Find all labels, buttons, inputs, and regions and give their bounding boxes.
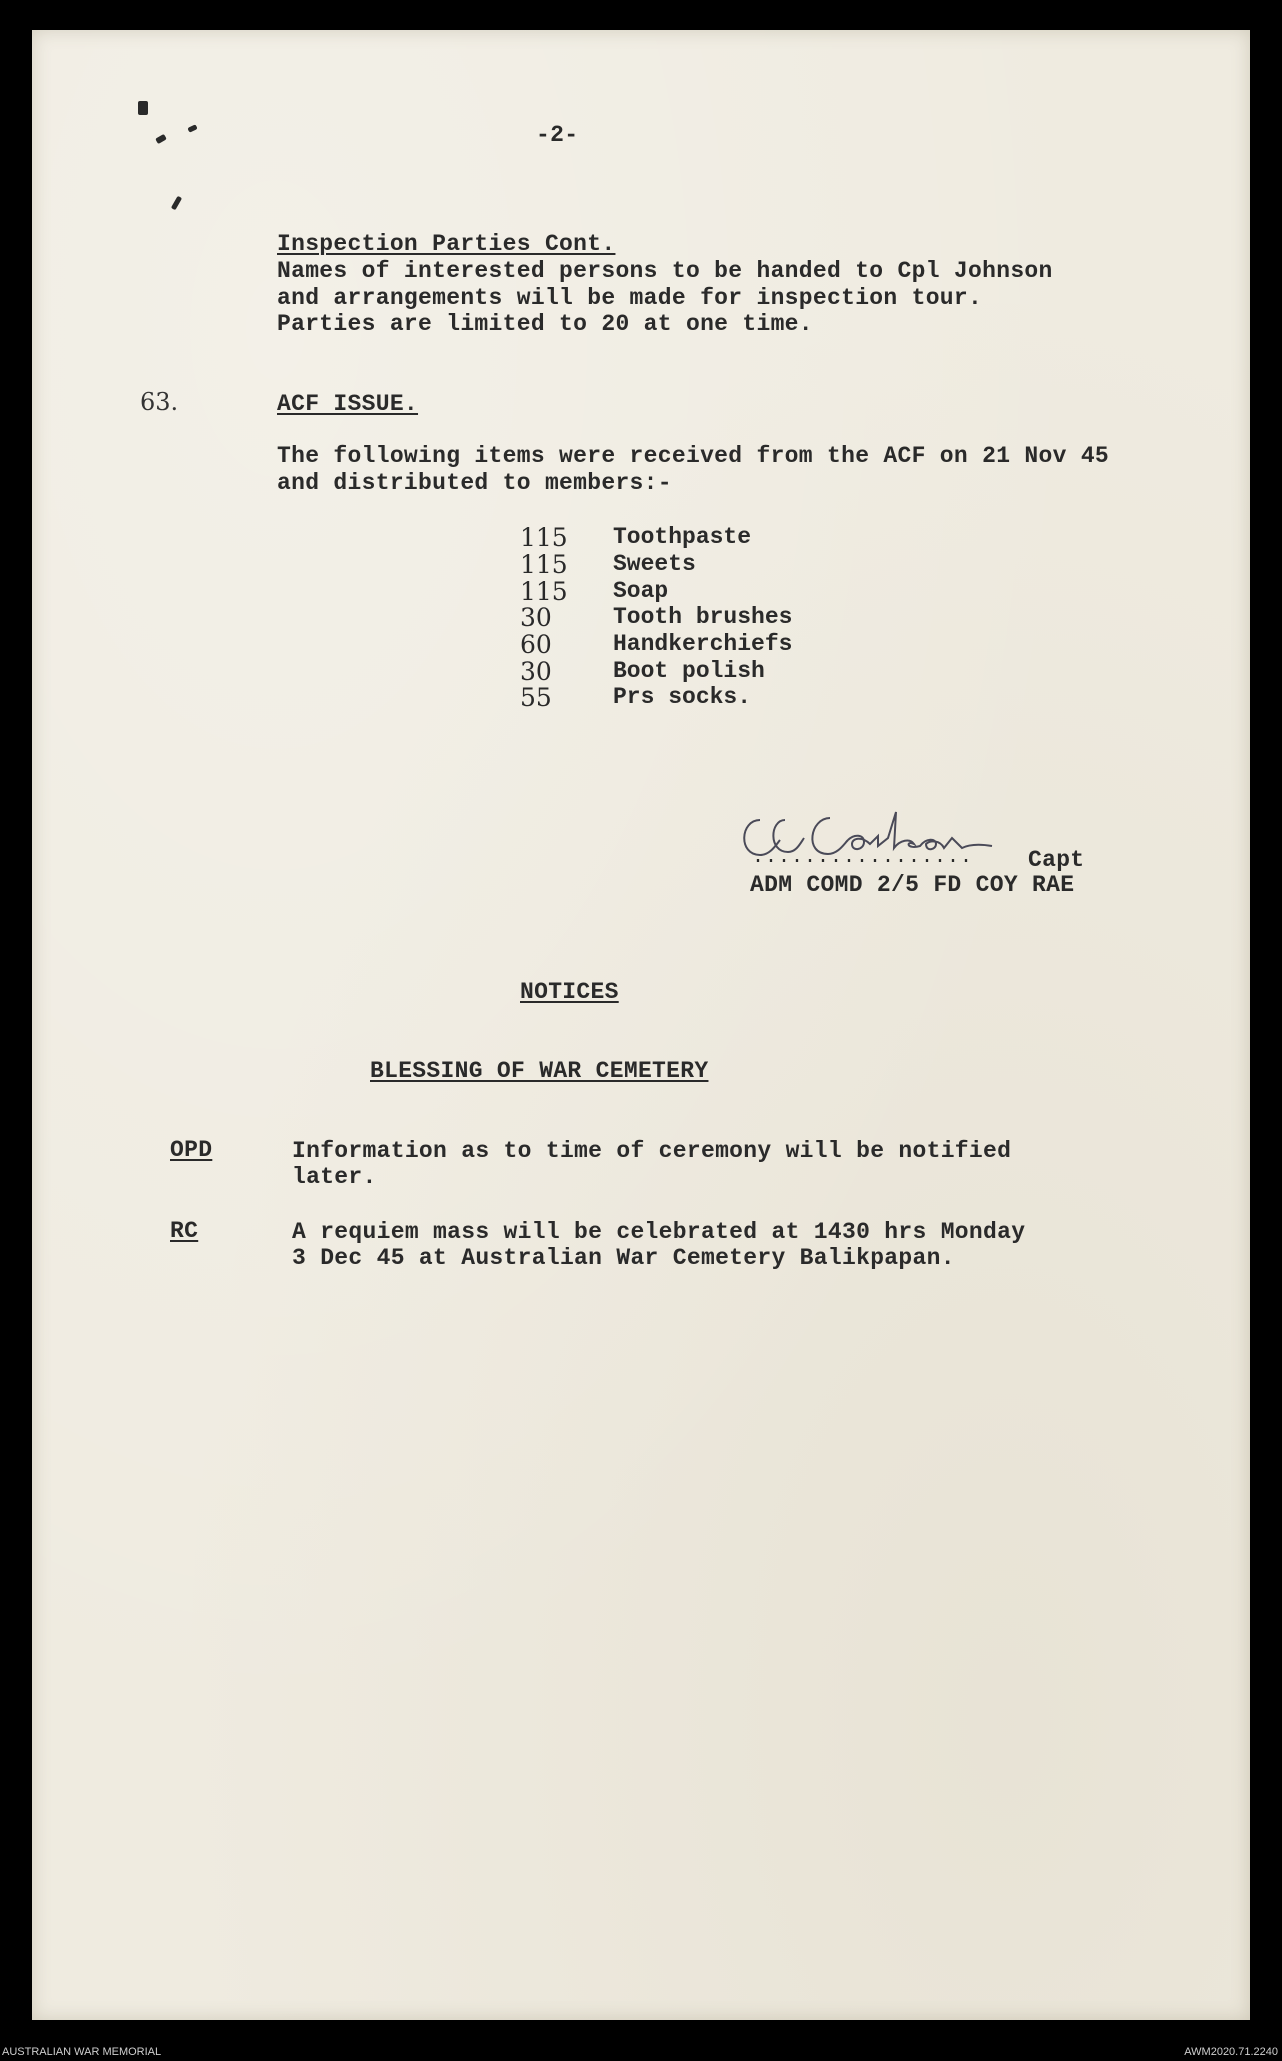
- notice-line: 3 Dec 45 at Australian War Cemetery Balikpapan.: [292, 1245, 955, 1271]
- item-name: Soap: [613, 578, 669, 604]
- inspection-heading: Inspection Parties Cont.: [277, 231, 616, 257]
- item-name: Prs socks.: [613, 684, 752, 710]
- acf-intro-line: The following items were received from the ACF on 21 Nov 45: [277, 443, 1110, 469]
- notices-subheading: BLESSING OF WAR CEMETERY: [370, 1058, 709, 1084]
- item-name: Tooth brushes: [613, 604, 793, 630]
- page-number: -2-: [536, 122, 579, 148]
- signature-rank: Capt: [1028, 847, 1085, 873]
- item-quantity: 55: [520, 683, 552, 712]
- notice-line: Information as to time of ceremony will be notified: [292, 1138, 1012, 1164]
- inspection-line: and arrangements will be made for inspection tour.: [277, 285, 983, 311]
- item-quantity: 30: [520, 657, 552, 686]
- item-name: Boot polish: [613, 658, 765, 684]
- item-quantity: 115: [520, 550, 568, 579]
- item-name: Toothpaste: [613, 524, 752, 550]
- notice-label: OPD: [170, 1137, 213, 1163]
- inspection-line: Parties are limited to 20 at one time.: [277, 311, 813, 337]
- footer-accession-number: AWM2020.71.2240: [1184, 2046, 1278, 2058]
- notice-line: A requiem mass will be celebrated at 1430 hrs Monday: [292, 1219, 1026, 1245]
- footer-credit: AUSTRALIAN WAR MEMORIAL: [2, 2046, 162, 2058]
- punch-mark: [138, 101, 148, 115]
- item-quantity: 115: [520, 523, 568, 552]
- signature-title: ADM COMD 2/5 FD COY RAE: [750, 872, 1075, 898]
- signature-dotted-line: .................: [752, 846, 974, 869]
- notice-line: later.: [292, 1164, 377, 1190]
- item-quantity: 30: [520, 603, 552, 632]
- notices-heading: NOTICES: [520, 979, 619, 1005]
- paragraph-number: 63.: [140, 388, 179, 416]
- notice-label: RC: [170, 1218, 199, 1244]
- acf-heading: ACF ISSUE.: [277, 391, 419, 417]
- acf-intro-line: and distributed to members:-: [277, 470, 672, 496]
- item-name: Handkerchiefs: [613, 631, 793, 657]
- item-name: Sweets: [613, 551, 696, 577]
- item-quantity: 115: [520, 577, 568, 606]
- item-quantity: 60: [520, 630, 552, 659]
- inspection-line: Names of interested persons to be handed to Cpl Johnson: [277, 258, 1053, 284]
